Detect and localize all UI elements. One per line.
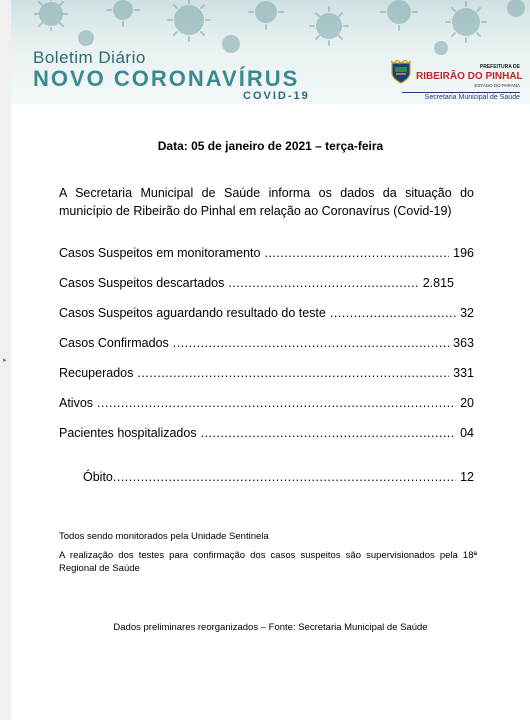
stat-row-ativos <box>59 396 474 412</box>
stat-value: 2.815 <box>422 276 454 290</box>
intro-paragraph: A Secretaria Municipal de Saúde informa os dados da situação do município de Ribeirão do Pinhal em relação ao Coronavírus (Covid-19) <box>59 186 474 218</box>
dot-leader <box>330 306 456 320</box>
logo-prefeitura-text: PREFEITURA DE <box>479 64 520 70</box>
dot-leader <box>97 396 456 410</box>
stat-value: 196 <box>453 246 474 260</box>
banner-subtitle-covid: COVID-19 <box>243 90 310 102</box>
logo-state-text: ESTADO DO PARANÁ <box>474 83 520 88</box>
stat-row-aguardando-resultado <box>59 306 474 322</box>
banner-title-coronavirus: NOVO CORONAVÍRUS <box>33 66 300 91</box>
dot-leader <box>173 336 449 350</box>
note-regional: A realização dos testes para confirmação dos casos suspeitos são supervisionados pela 18ª Regional de Saúde <box>59 550 477 574</box>
stat-row-suspeitos-monitoramento <box>59 246 474 262</box>
source-footer: Dados preliminares reorganizados – Fonte: Secretaria Municipal de Saúde <box>113 622 428 633</box>
dot-leader <box>228 276 418 290</box>
note-monitoramento: Todos sendo monitorados pela Unidade Sentinela <box>59 531 269 542</box>
stat-label: Casos Suspeitos descartados <box>59 276 225 290</box>
collapse-arrow-icon[interactable]: ▸ <box>3 357 7 364</box>
stat-label: Ativos <box>59 396 94 410</box>
stat-label: Pacientes hospitalizados <box>59 426 197 440</box>
stat-row-suspeitos-descartados <box>59 276 454 292</box>
stat-value: 331 <box>453 366 474 380</box>
city-crest-icon <box>390 60 412 84</box>
stat-value: 20 <box>460 396 474 410</box>
stat-label: Casos Suspeitos aguardando resultado do teste <box>59 306 326 320</box>
dot-leader <box>264 246 449 260</box>
bulletin-date: Data: 05 de janeiro de 2021 – terça-feira <box>157 139 384 153</box>
logo-city-name: RIBEIRÃO DO PINHAL <box>416 71 523 82</box>
dot-leader <box>201 426 457 440</box>
stat-value: 04 <box>460 426 474 440</box>
dot-leader <box>137 366 449 380</box>
stat-label: Casos Confirmados <box>59 336 169 350</box>
stat-label: Casos Suspeitos em monitoramento <box>59 246 261 260</box>
stat-row-hospitalizados <box>59 426 474 442</box>
banner-title-boletim: Boletim Diário <box>33 48 146 67</box>
header-banner <box>11 0 530 104</box>
stat-row-confirmados <box>59 336 474 352</box>
stat-value: 363 <box>453 336 474 350</box>
logo-secretaria-text: Secretaria Municipal de Saúde <box>402 92 520 101</box>
dot-leader <box>113 470 456 484</box>
stat-label: Recuperados <box>59 366 134 380</box>
stat-row-recuperados <box>59 366 474 382</box>
stat-value: 32 <box>460 306 474 320</box>
city-logo <box>390 60 523 101</box>
stat-row-obito <box>83 470 474 486</box>
document-page <box>11 0 530 720</box>
stat-value: 12 <box>460 470 474 484</box>
stat-label: Óbito <box>83 470 113 484</box>
